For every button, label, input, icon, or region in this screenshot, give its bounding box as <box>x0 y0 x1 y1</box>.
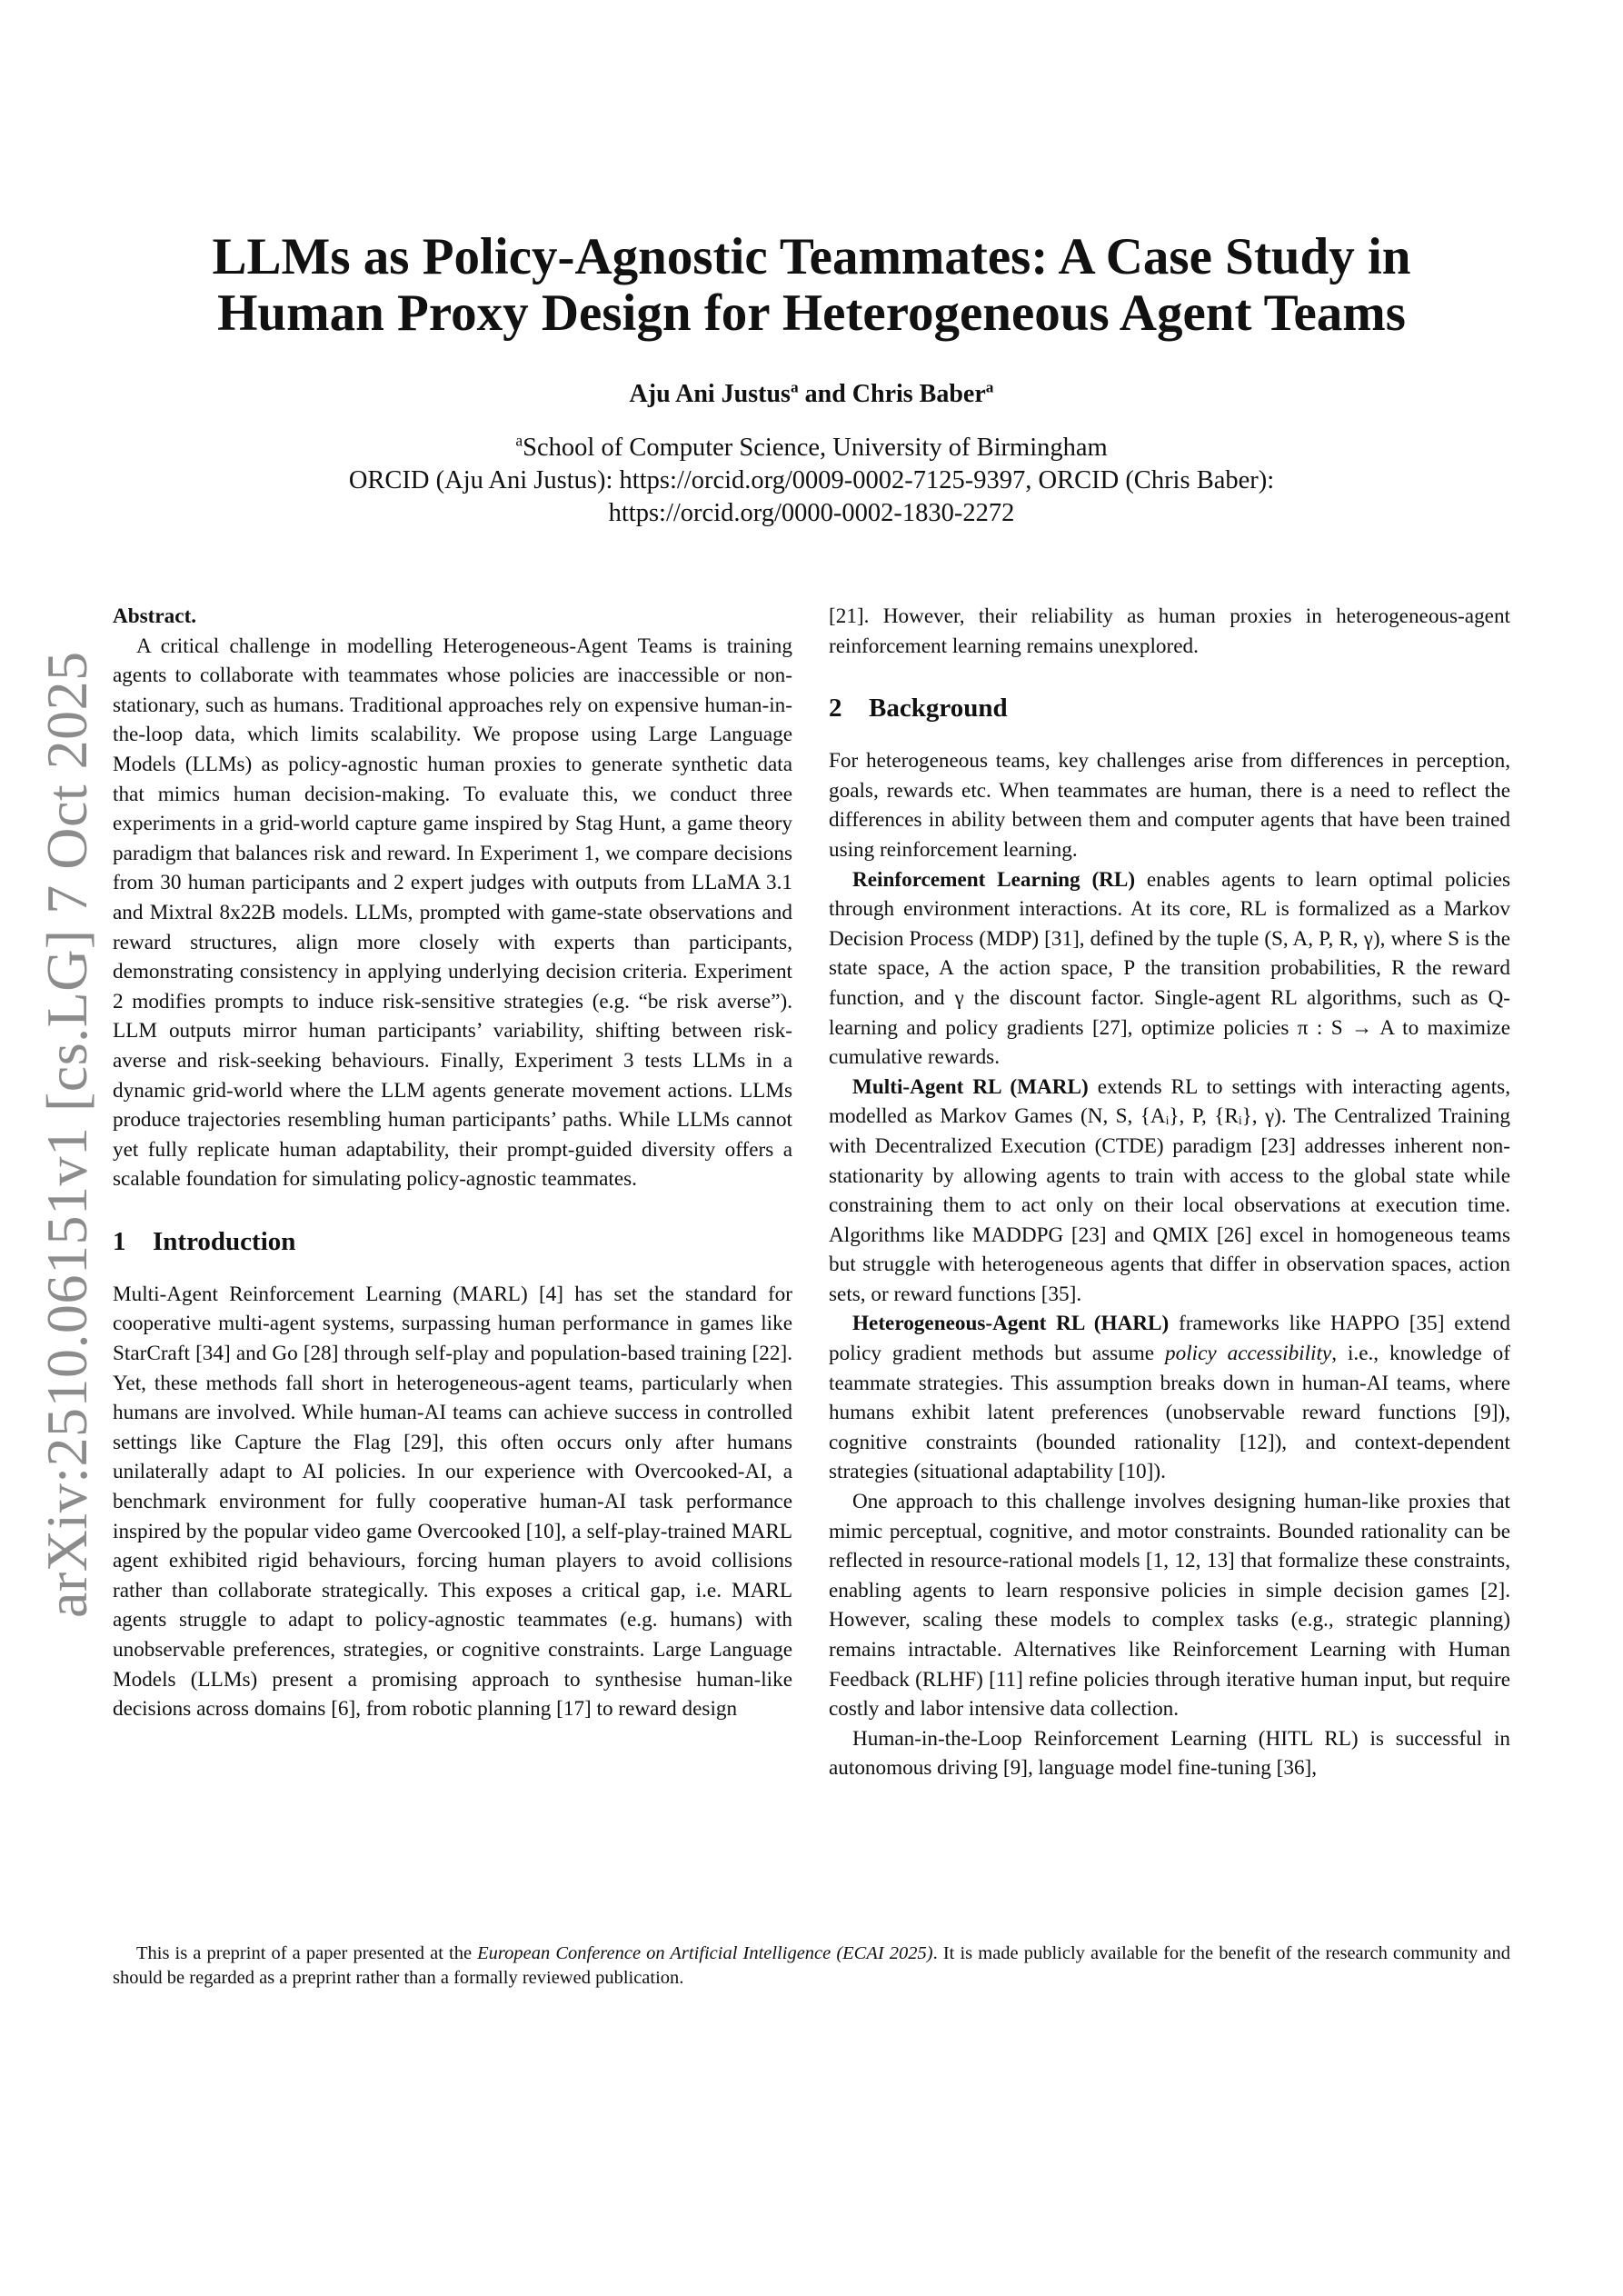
section-number: 1 <box>113 1226 126 1256</box>
introduction-paragraph-continued: [21]. However, their reliability as human proxies in heterogeneous-agent reinforcement learning remains unexplored. <box>829 604 1510 658</box>
section-number: 2 <box>829 694 842 724</box>
affiliation-institution: School of Computer Science, University of Birmingham <box>523 434 1108 462</box>
affiliation-marker: a <box>515 431 523 450</box>
footnote-text: . It is made publicly available for the benefit of the research community and should be regarded as a preprint rather than a formally reviewed publication. <box>113 1943 1510 1988</box>
paragraph-body: extends RL to settings with interacting agents, modelled as Markov Games (N, S, {Aᵢ}, P, {Rᵢ}, γ). The Centralized Training with Decentralized Execution (CTDE) paradigm [23] addresses inherent non-stationarity by allowing agents to train with access to the global state while constraining them to act only on their local observations at execution time. Algorithms like MADDPG [23] and QMIX [26] excel in homogeneous teams but struggle with heterogeneous agents that differ in observation spaces, action sets, or reward functions [35]. <box>829 1074 1510 1306</box>
author-name: Aju Ani Justus <box>629 380 791 408</box>
background-paragraph-rl <box>829 865 1510 1073</box>
affiliation-block <box>0 432 1623 530</box>
section-title: Background <box>869 694 1008 724</box>
left-column <box>113 602 792 1724</box>
conference-name: European Conference on Artificial Intelligence (ECAI 2025) <box>477 1943 933 1963</box>
abstract-text: A critical challenge in modelling Heterogeneous-Agent Teams is training agents to collaborate with teammates whose policies are inaccessible or non-stationary, such as humans. Traditional approaches rely on expensive human-in-the-loop data, which limits scalability. We propose using Large Language Models (LLMs) as policy-agnostic human proxies to generate synthetic data that mimics human decision-making. To evaluate this, we conduct three experiments in a grid-world capture game inspired by Stag Hunt, a game theory paradigm that balances risk and reward. In Experiment 1, we compare decisions from 30 human participants and 2 expert judges with outputs from LLaMA 3.1 and Mixtral 8x22B models. LLMs, prompted with game-state observations and reward structures, align more closely with experts than participants, demonstrating consistency in applying underlying decision criteria. Experiment 2 modifies prompts to induce risk-sensitive strategies (e.g. “be risk averse”). LLM outputs mirror human participants’ variability, shifting between risk-averse and risk-seeking behaviours. Finally, Experiment 3 tests LLMs in a dynamic grid-world where the LLM agents generate movement actions. LLMs produce trajectories resembling human participants’ paths. While LLMs cannot yet fully replicate human adaptability, their prompt-guided diversity offers a scalable foundation for simulating policy-agnostic teammates. <box>113 634 792 1192</box>
affiliation-marker: a <box>790 378 799 396</box>
paragraph-body: frameworks like HAPPO [35] extend policy gradient methods but assume <box>829 1312 1510 1366</box>
section-heading-background <box>829 692 1510 724</box>
title-line-1: LLMs as Policy-Agnostic Teammates: A Case Study in <box>212 228 1411 285</box>
background-paragraph-hitl: Human-in-the-Loop Reinforcement Learning (HITL RL) is successful in autonomous driving [9], language model fine-tuning [36], <box>829 1726 1510 1781</box>
orcid-line[interactable]: https://orcid.org/0000-0002-1830-2272 <box>608 499 1015 527</box>
paragraph-body: , i.e., knowledge of teammate strategies. This assumption breaks down in human-AI teams, where humans exhibit latent preferences (unobservable reward functions [9]), cognitive constraints (bounded rationality [12]), and context-dependent strategies (situational adaptability [10]). <box>829 1342 1510 1484</box>
introduction-paragraph: Multi-Agent Reinforcement Learning (MARL) [4] has set the standard for cooperative multi-agent systems, surpassing human performance in games like StarCraft [34] and Go [28] through self-play and population-based training [22]. Yet, these methods fall short in heterogeneous-agent teams, particularly when humans are involved. While human-AI teams can achieve success in controlled settings like Capture the Flag [29], this often occurs only after humans unilaterally adapt to AI policies. In our experience with Overcooked-AI, a benchmark environment for fully cooperative human-AI task performance inspired by the popular video game Overcooked [10], a self-play-trained MARL agent exhibited rigid behaviours, forcing human players to avoid collisions rather than collaborate strategically. This exposes a critical gap, i.e. MARL agents struggle to adapt to policy-agnostic teammates (e.g. humans) with unobservable preferences, strategies, or cognitive constraints. Large Language Models (LLMs) present a promising approach to synthesise human-like decisions across domains [6], from robotic planning [17] to reward design <box>113 1282 792 1722</box>
author-name: Chris Baber <box>851 380 986 408</box>
author-conjunction: and <box>798 380 852 408</box>
footnote-text: This is a preprint of a paper presented at the <box>136 1943 478 1963</box>
background-intro-paragraph: For heterogeneous teams, key challenges arise from differences in perception, goals, rewards etc. When teammates are human, there is a need to reflect the differences in ability between them and computer agents that have been trained using reinforcement learning. <box>829 749 1510 862</box>
section-title: Introduction <box>153 1226 296 1256</box>
affiliation-marker: a <box>985 378 994 396</box>
paper-title <box>91 229 1532 342</box>
background-paragraph-harl <box>829 1309 1510 1487</box>
paragraph-lead-term: Multi-Agent RL (MARL) <box>852 1074 1089 1099</box>
paragraph-lead-term: Reinforcement Learning (RL) <box>852 867 1136 892</box>
orcid-line[interactable]: ORCID (Aju Ani Justus): https://orcid.org/0009-0002-7125-9397, ORCID (Chris Baber): <box>348 466 1275 494</box>
abstract-heading: Abstract. <box>113 604 197 628</box>
preprint-footnote <box>113 1942 1510 1991</box>
background-paragraph-proxies: One approach to this challenge involves designing human-like proxies that mimic perceptual, cognitive, and motor constraints. Bounded rationality can be reflected in resource-rational models [1, 12, 13] that formalize these constraints, enabling agents to learn responsive policies in simple decision games [2]. However, scaling these models to complex tasks (e.g., strategic planning) remains intractable. Alternatives like Reinforcement Learning with Human Feedback (RLHF) [11] refine policies through iterative human input, but require costly and labor intensive data collection. <box>829 1490 1510 1722</box>
emphasized-term: policy accessibility <box>1165 1342 1332 1366</box>
title-line-2: Human Proxy Design for Heterogeneous Agent Teams <box>217 285 1406 342</box>
arxiv-identifier-stamp[interactable]: arXiv:2510.06151v1 [cs.LG] 7 Oct 2025 <box>35 651 99 1618</box>
author-list <box>0 380 1623 409</box>
paragraph-lead-term: Heterogeneous-Agent RL (HARL) <box>852 1312 1170 1336</box>
right-column <box>829 602 1510 1783</box>
paragraph-body: enables agents to learn optimal policies through environment interactions. At its core, RL is formalized as a Markov Decision Process (MDP) [31], defined by the tuple (S, A, P, R, γ), where S is the state space, A the action space, P the transition probabilities, R the reward function, and γ the discount factor. Single-agent RL algorithms, such as Q-learning and policy gradients [27], optimize policies π : S → A to maximize cumulative rewards. <box>829 867 1510 1070</box>
section-heading-introduction <box>113 1225 792 1258</box>
background-paragraph-marl <box>829 1073 1510 1310</box>
